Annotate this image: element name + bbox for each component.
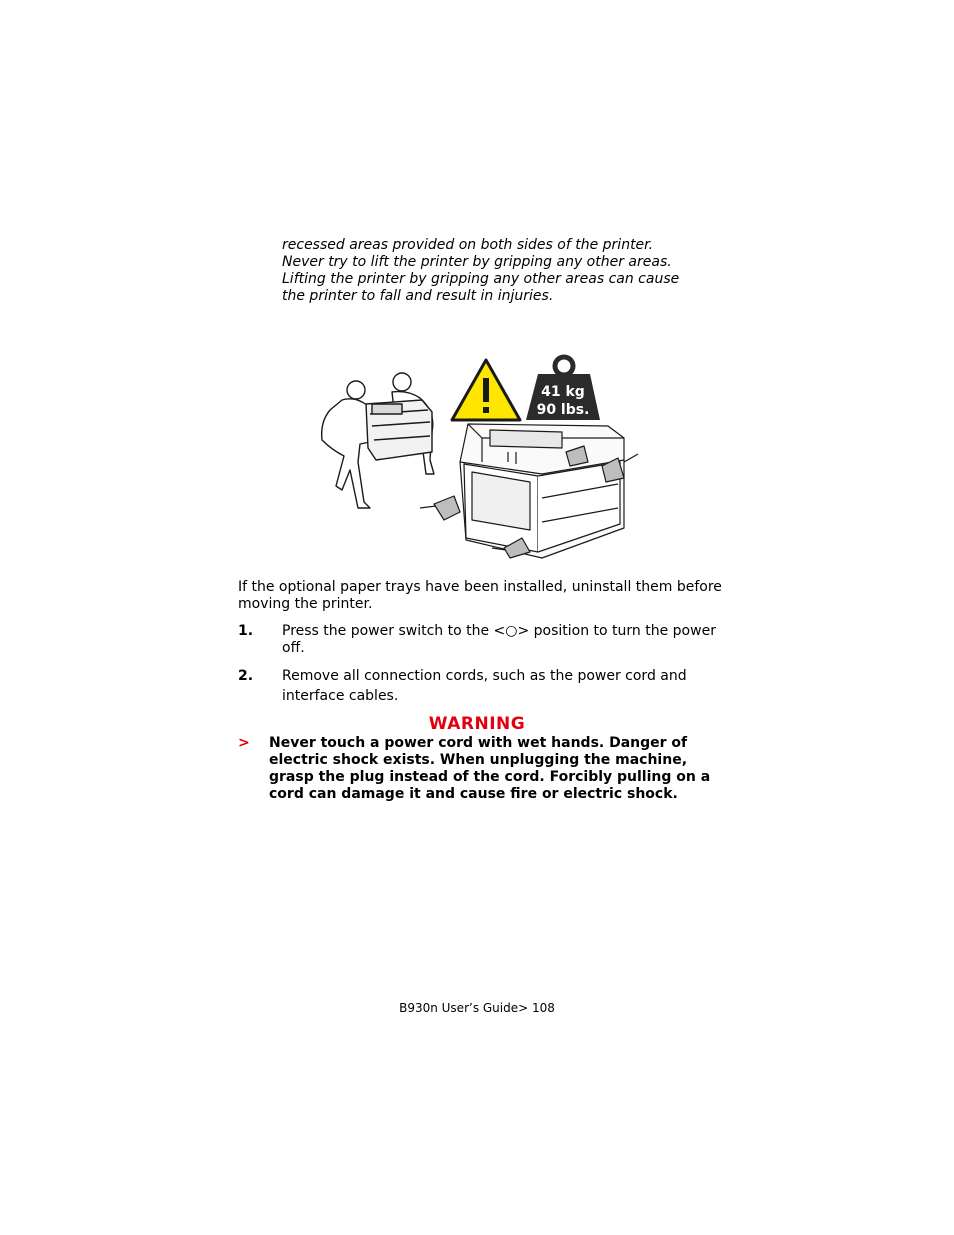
step-text	[282, 623, 722, 657]
warning-heading	[0, 714, 954, 734]
warning-body	[269, 735, 719, 803]
printer-lifting-illustration	[312, 352, 644, 564]
step-line: off.	[282, 640, 305, 656]
caution-triangle-icon	[452, 360, 520, 420]
caution-continued-text	[282, 237, 722, 305]
people-carrying-printer-icon	[322, 373, 434, 508]
warning-title-text: WARNING	[428, 714, 526, 734]
warning-line: electric shock exists. When unplugging the machine,	[269, 752, 688, 768]
weight-kg-label: 41 kg	[541, 384, 585, 400]
intro-line: moving the printer.	[238, 596, 373, 612]
caution-line: Lifting the printer by gripping any other areas can cause	[282, 271, 680, 287]
step-number: 2.	[238, 668, 254, 684]
weight-lbs-label: 90 lbs.	[536, 402, 590, 418]
printer-with-hand-grips-icon	[420, 424, 638, 558]
warning-line: cord can damage it and cause fire or electric shock.	[269, 786, 678, 802]
page-footer: B930n User’s Guide> 108	[399, 1001, 555, 1015]
step-line: Remove all connection cords, such as the power cord and	[282, 668, 687, 684]
step-line: interface cables.	[282, 688, 399, 704]
step-text	[282, 666, 722, 706]
caution-line: the printer to fall and result in injuries.	[282, 288, 554, 304]
caution-line: recessed areas provided on both sides of the printer.	[282, 237, 654, 253]
caution-line: Never try to lift the printer by gripping any other areas.	[282, 254, 672, 270]
weight-tag-icon	[526, 357, 600, 420]
intro-line: If the optional paper trays have been installed, uninstall them before	[238, 579, 722, 595]
step-line: Press the power switch to the <○> position to turn the power	[282, 623, 716, 639]
step-number: 1.	[238, 623, 254, 639]
warning-marker-icon: >	[238, 735, 250, 751]
warning-line: grasp the plug instead of the cord. Forcibly pulling on a	[269, 769, 711, 785]
warning-line: Never touch a power cord with wet hands. Danger of	[269, 735, 688, 751]
intro-paragraph	[238, 579, 722, 613]
